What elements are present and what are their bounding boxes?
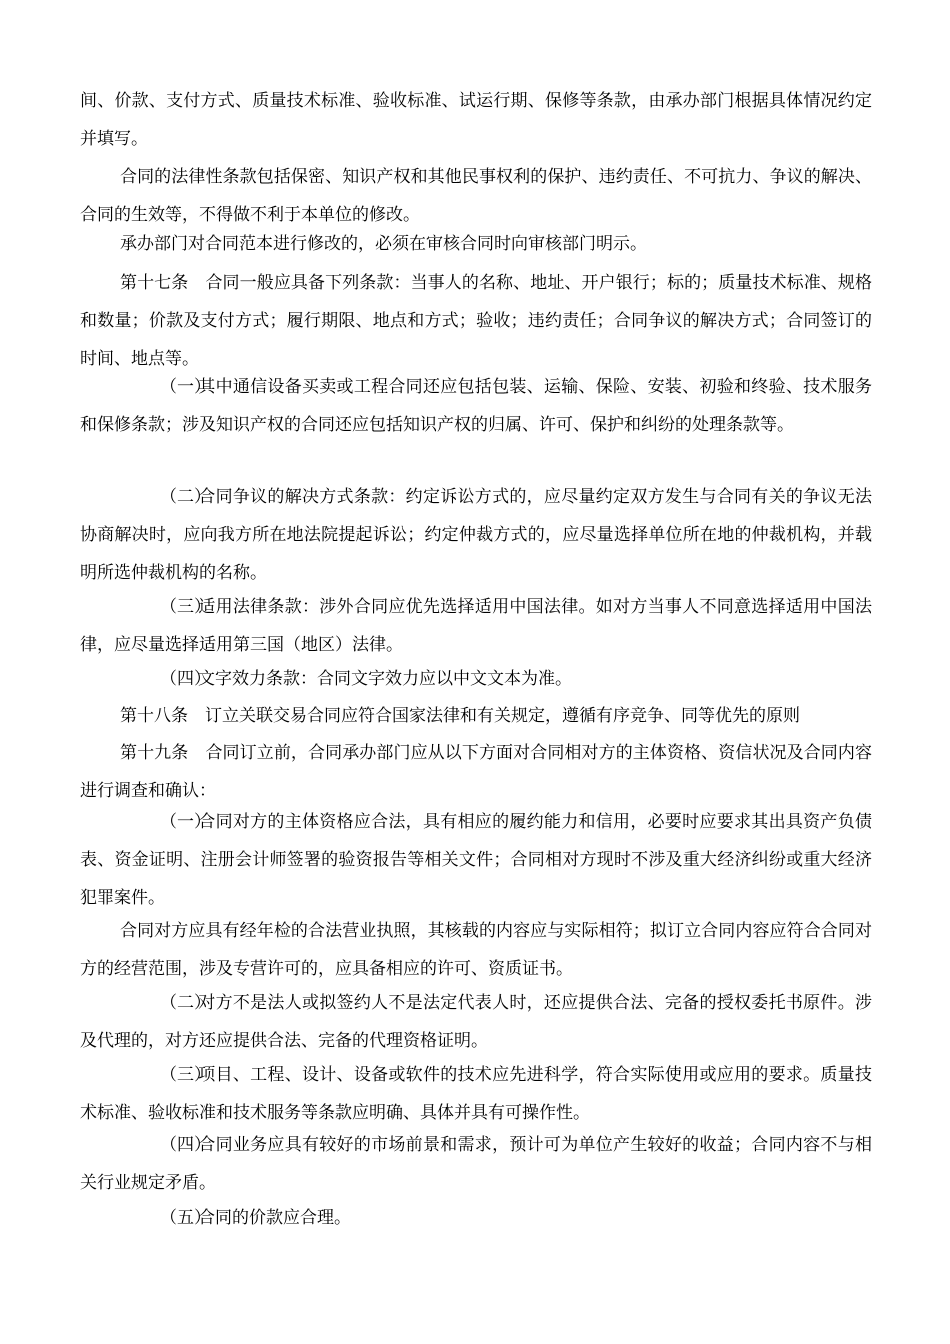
article-17-item-4: [80, 660, 872, 698]
article-19: [80, 734, 872, 810]
item-label: （一）: [160, 812, 211, 832]
article-19-item-2: [80, 984, 872, 1060]
article-19-item-1: [80, 803, 872, 917]
item-label: （三）: [160, 1065, 211, 1085]
paragraph-text: 其中通信设备买卖或工程合同还应包括包装、运输、保险、安装、初验和终验、技术服务和保修条款；涉及知识产权的合同还应包括知识产权的归属、许可、保护和纠纷的处理条款等。: [80, 377, 872, 435]
item-label: （二）: [160, 993, 211, 1013]
paragraph-text: 第十九条 合同订立前，合同承办部门应从以下方面对合同相对方的主体资格、资信状况及合同内容进行调查和确认：: [80, 743, 872, 801]
article-17-item-3: [80, 588, 872, 664]
article-17-item-2: [80, 478, 872, 592]
article-18: [80, 697, 872, 735]
item-label: （五）: [160, 1208, 211, 1228]
paragraph-text: 承办部门对合同范本进行修改的，必须在审核合同时向审核部门明示。: [120, 234, 647, 254]
article-19-item-5: [80, 1199, 872, 1237]
item-label: （四）: [160, 669, 211, 689]
paragraph-text: 对方不是法人或拟签约人不是法定代表人时，还应提供合法、完备的授权委托书原件。涉及代理的，对方还应提供合法、完备的代理资格证明。: [80, 993, 872, 1051]
paragraph-text: 第十八条 订立关联交易合同应符合国家法律和有关规定，遵循有序竞争、同等优先的原则: [120, 706, 800, 726]
item-label: （一）: [160, 377, 211, 397]
paragraph-text: 文字效力条款：合同文字效力应以中文文本为准。: [198, 669, 572, 689]
item-label: （二）: [160, 487, 211, 507]
article-19-item-1-detail: [80, 912, 872, 988]
paragraph-continuation: [80, 82, 872, 158]
paragraph-template-modification: [80, 225, 872, 263]
paragraph-text: 合同的法律性条款包括保密、知识产权和其他民事权利的保护、违约责任、不可抗力、争议的解决、合同的生效等，不得做不利于本单位的修改。: [80, 167, 872, 225]
article-19-item-4: [80, 1126, 872, 1202]
paragraph-text: 合同对方应具有经年检的合法营业执照，其核载的内容应与实际相符；拟订立合同内容应符合合同对方的经营范围，涉及专营许可的，应具备相应的许可、资质证书。: [80, 921, 872, 979]
article-17: [80, 264, 872, 378]
paragraph-text: 适用法律条款：涉外合同应优先选择适用中国法律。如对方当事人不同意选择适用中国法律，应尽量选择适用第三国（地区）法律。: [80, 597, 872, 655]
paragraph-text: 第十七条 合同一般应具备下列条款：当事人的名称、地址、开户银行；标的；质量技术标准、规格和数量；价款及支付方式；履行期限、地点和方式；验收；违约责任；合同争议的解决方式；合同签订的时间、地点等。: [80, 273, 872, 369]
paragraph-legal-clauses: [80, 158, 872, 234]
paragraph-text: 合同的价款应合理。: [198, 1208, 351, 1228]
paragraph-text: 间、价款、支付方式、质量技术标准、验收标准、试运行期、保修等条款，由承办部门根据具体情况约定并填写。: [80, 91, 872, 149]
item-label: （四）: [160, 1135, 211, 1155]
paragraph-text: 项目、工程、设计、设备或软件的技术应先进科学，符合实际使用或应用的要求。质量技术标准、验收标准和技术服务等条款应明确、具体并具有可操作性。: [80, 1065, 872, 1123]
paragraph-text: 合同对方的主体资格应合法，具有相应的履约能力和信用，必要时应要求其出具资产负债表、资金证明、注册会计师签署的验资报告等相关文件；合同相对方现时不涉及重大经济纠纷或重大经济犯罪案件。: [80, 812, 872, 908]
article-19-item-3: [80, 1056, 872, 1132]
paragraph-text: 合同争议的解决方式条款：约定诉讼方式的，应尽量约定双方发生与合同有关的争议无法协商解决时，应向我方所在地法院提起诉讼；约定仲裁方式的，应尽量选择单位所在地的仲裁机构，并载明所选仲裁机构的名称。: [80, 487, 872, 583]
article-17-item-1: [80, 368, 872, 444]
paragraph-text: 合同业务应具有较好的市场前景和需求，预计可为单位产生较好的收益；合同内容不与相关行业规定矛盾。: [80, 1135, 872, 1193]
item-label: （三）: [160, 597, 211, 617]
